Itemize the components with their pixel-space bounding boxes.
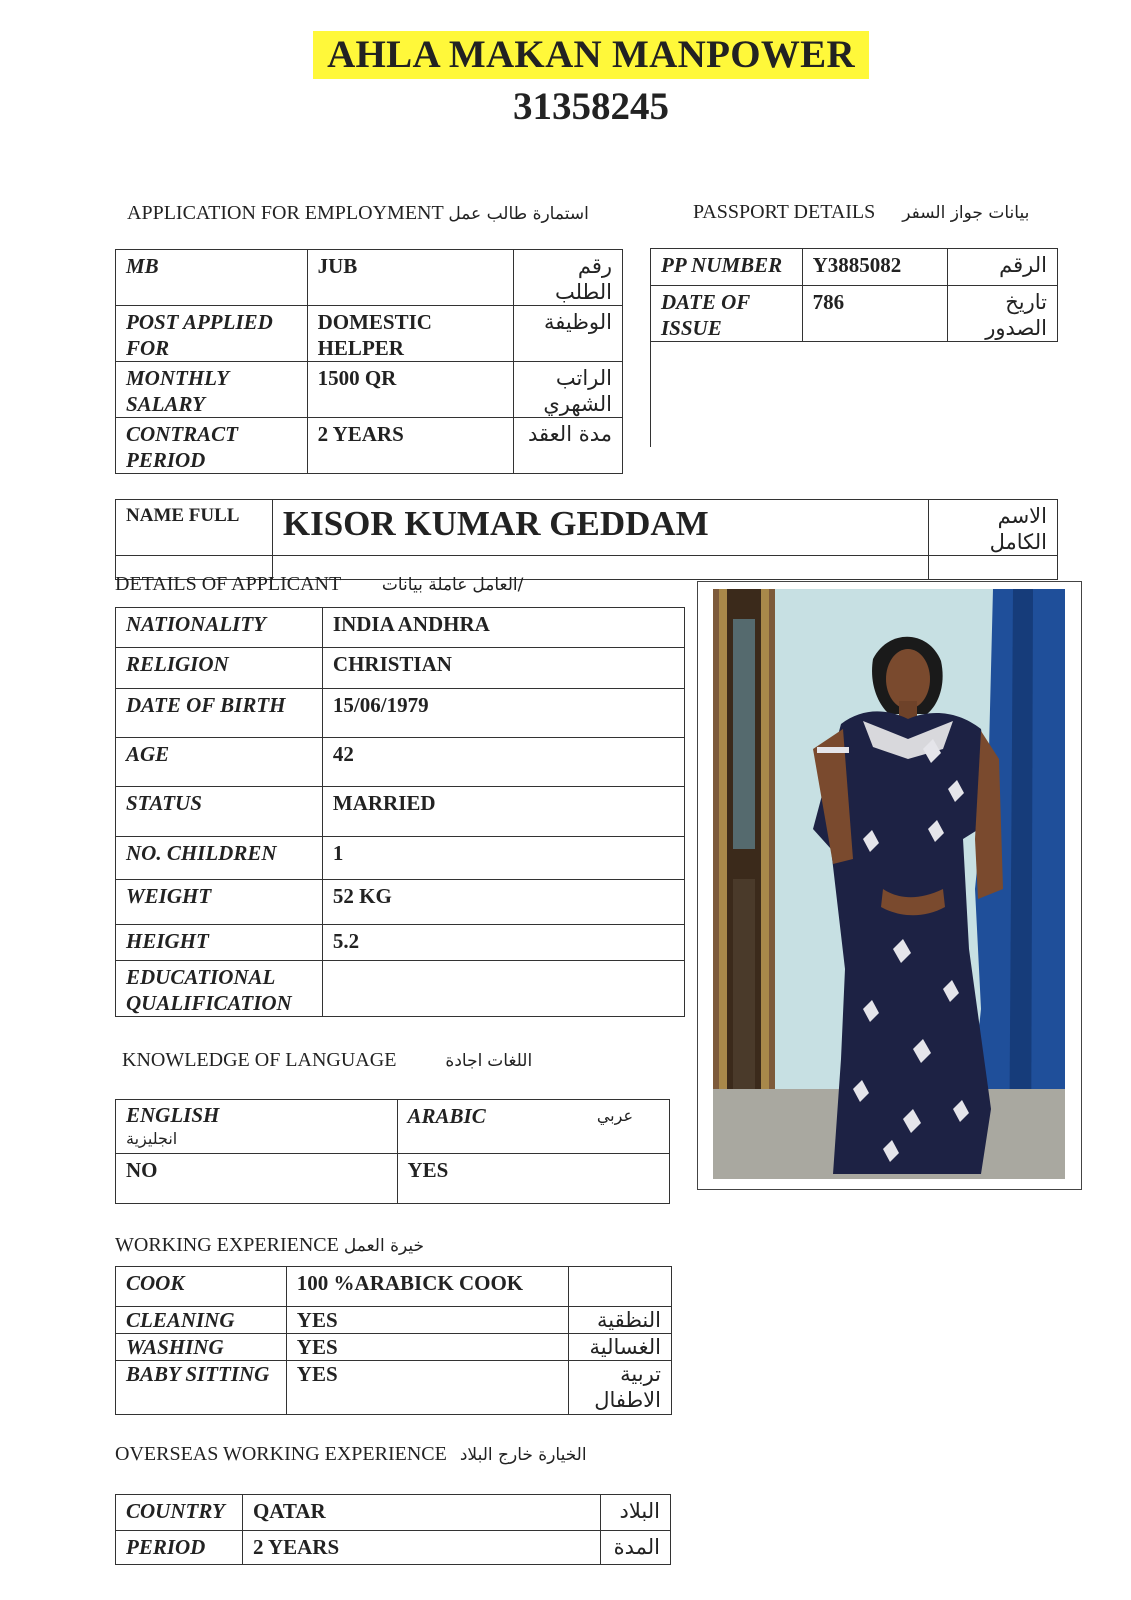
passport-table [650, 248, 1058, 342]
language-table [115, 1099, 670, 1204]
nationality-label: NATIONALITY [116, 608, 323, 648]
country-label-ar: البلاد [601, 1495, 671, 1531]
english-label: ENGLISH [126, 1103, 220, 1127]
english-label-cell [116, 1100, 398, 1154]
pp-number-label: PP NUMBER [651, 249, 803, 286]
passport-heading [693, 201, 1029, 224]
table-row [116, 1495, 671, 1531]
date-of-issue-label: DATE OF ISSUE [651, 286, 803, 342]
country-label: COUNTRY [116, 1495, 243, 1531]
period-label: PERIOD [116, 1531, 243, 1565]
cleaning-label-ar: النظقية [569, 1307, 672, 1334]
contract-value: 2 YEARS [307, 418, 514, 474]
post-label: POST APPLIED FOR [116, 306, 308, 362]
full-name-label-ar: الاسم الكامل [929, 500, 1058, 556]
baby-sitting-label-ar: تربية الاطفال [569, 1361, 672, 1415]
age-label: AGE [116, 738, 323, 787]
overseas-title-ar: الخيارة خارج البلاد [459, 1445, 587, 1465]
table-row [116, 1154, 670, 1204]
overseas-title: OVERSEAS WORKING EXPERIENCE [115, 1443, 447, 1465]
table-row [116, 689, 685, 738]
passport-title-ar: بيانات جواز السفر [902, 203, 1030, 223]
post-value: DOMESTIC HELPER [307, 306, 514, 362]
baby-sitting-label: BABY SITTING [116, 1361, 287, 1415]
table-row [116, 648, 685, 689]
application-title: APPLICATION FOR EMPLOYMENT [127, 202, 444, 224]
arabic-label-cell [397, 1100, 670, 1154]
application-table [115, 249, 623, 474]
washing-label-ar: الغسالية [569, 1334, 672, 1361]
washing-value: YES [286, 1334, 568, 1361]
cook-label-ar [569, 1267, 672, 1307]
applicant-title-ar1: العامل [472, 575, 518, 595]
language-title: KNOWLEDGE OF LANGUAGE [122, 1049, 397, 1071]
table-row [116, 250, 623, 306]
date-of-issue-label-ar: تاريخ الصدور [948, 286, 1058, 342]
table-row [116, 608, 685, 648]
contract-label-ar: مدة العقد [514, 418, 623, 474]
status-label: STATUS [116, 787, 323, 837]
table-row [116, 837, 685, 880]
application-title-ar: استمارة طالب عمل [448, 204, 589, 224]
weight-label: WEIGHT [116, 880, 323, 925]
weight-value: 52 KG [322, 880, 684, 925]
period-value: 2 YEARS [242, 1531, 600, 1565]
table-row [116, 1531, 671, 1565]
date-of-issue-value: 786 [802, 286, 948, 342]
language-title-ar1: اللغات [487, 1051, 533, 1071]
salary-label-ar: الراتب الشهري [514, 362, 623, 418]
table-row [116, 880, 685, 925]
religion-value: CHRISTIAN [322, 648, 684, 689]
religion-label: RELIGION [116, 648, 323, 689]
baby-sitting-value: YES [286, 1361, 568, 1415]
english-label-ar: انجليزية [126, 1129, 178, 1148]
applicant-title: DETAILS OF APPLICANT [115, 573, 341, 595]
applicant-heading [115, 573, 523, 596]
experience-title: WORKING EXPERIENCE [115, 1234, 339, 1256]
applicant-photo-icon [713, 589, 1065, 1179]
applicant-table [115, 607, 685, 1017]
table-row [116, 500, 1058, 556]
salary-label: MONTHLY SALARY [116, 362, 308, 418]
table-row [651, 249, 1058, 286]
application-heading [127, 202, 589, 225]
children-value: 1 [322, 837, 684, 880]
children-label: NO. CHILDREN [116, 837, 323, 880]
period-label-ar: المدة [601, 1531, 671, 1565]
mb-label-ar: رقم الطلب [514, 250, 623, 306]
experience-table [115, 1266, 672, 1415]
table-row [116, 362, 623, 418]
photo-illustration [713, 589, 1065, 1179]
table-row [116, 306, 623, 362]
mb-label: MB [116, 250, 308, 306]
cleaning-label: CLEANING [116, 1307, 287, 1334]
passport-divider [650, 339, 651, 447]
status-value: MARRIED [322, 787, 684, 837]
overseas-heading [115, 1443, 587, 1466]
table-row [116, 961, 685, 1017]
height-label: HEIGHT [116, 925, 323, 961]
empty-cell [929, 556, 1058, 580]
post-label-ar: الوظيفة [514, 306, 623, 362]
overseas-table [115, 1494, 671, 1565]
table-row [116, 1361, 672, 1415]
height-value: 5.2 [322, 925, 684, 961]
applicant-title-ar2: عاملة بيانات/ [381, 575, 524, 595]
nationality-value: INDIA ANDHRA [322, 608, 684, 648]
arabic-label: ARABIC [407, 1104, 486, 1128]
table-row [651, 286, 1058, 342]
table-row [116, 1334, 672, 1361]
pp-number-label-ar: الرقم [948, 249, 1058, 286]
contract-label: CONTRACT PERIOD [116, 418, 308, 474]
language-heading [122, 1049, 532, 1072]
table-row [116, 1100, 670, 1154]
arabic-value: YES [397, 1154, 670, 1204]
dob-value: 15/06/1979 [322, 689, 684, 738]
full-name-value: KISOR KUMAR GEDDAM [272, 500, 928, 556]
cook-value: 100 %ARABICK COOK [286, 1267, 568, 1307]
cook-label: COOK [116, 1267, 287, 1307]
country-value: QATAR [242, 1495, 600, 1531]
table-row [116, 925, 685, 961]
table-row [116, 787, 685, 837]
experience-title-ar: خيرة العمل [343, 1236, 425, 1256]
table-row [116, 418, 623, 474]
passport-title: PASSPORT DETAILS [693, 201, 876, 223]
salary-value: 1500 QR [307, 362, 514, 418]
full-name-label: NAME FULL [116, 500, 273, 556]
pp-number-value: Y3885082 [802, 249, 948, 286]
experience-heading [115, 1234, 424, 1257]
english-value: NO [116, 1154, 398, 1204]
age-value: 42 [322, 738, 684, 787]
table-row [116, 1267, 672, 1307]
company-name: AHLA MAKAN MANPOWER [313, 31, 869, 79]
arabic-label-ar: عربي [596, 1106, 633, 1125]
cleaning-value: YES [286, 1307, 568, 1334]
washing-label: WASHING [116, 1334, 287, 1361]
education-label: EDUCATIONAL QUALIFICATION [116, 961, 323, 1017]
table-row [116, 1307, 672, 1334]
name-table [115, 499, 1058, 580]
education-value [322, 961, 684, 1017]
mb-value: JUB [307, 250, 514, 306]
table-row [116, 738, 685, 787]
dob-label: DATE OF BIRTH [116, 689, 323, 738]
company-phone: 31358245 [513, 85, 669, 128]
language-title-ar2: اجادة [445, 1051, 483, 1071]
